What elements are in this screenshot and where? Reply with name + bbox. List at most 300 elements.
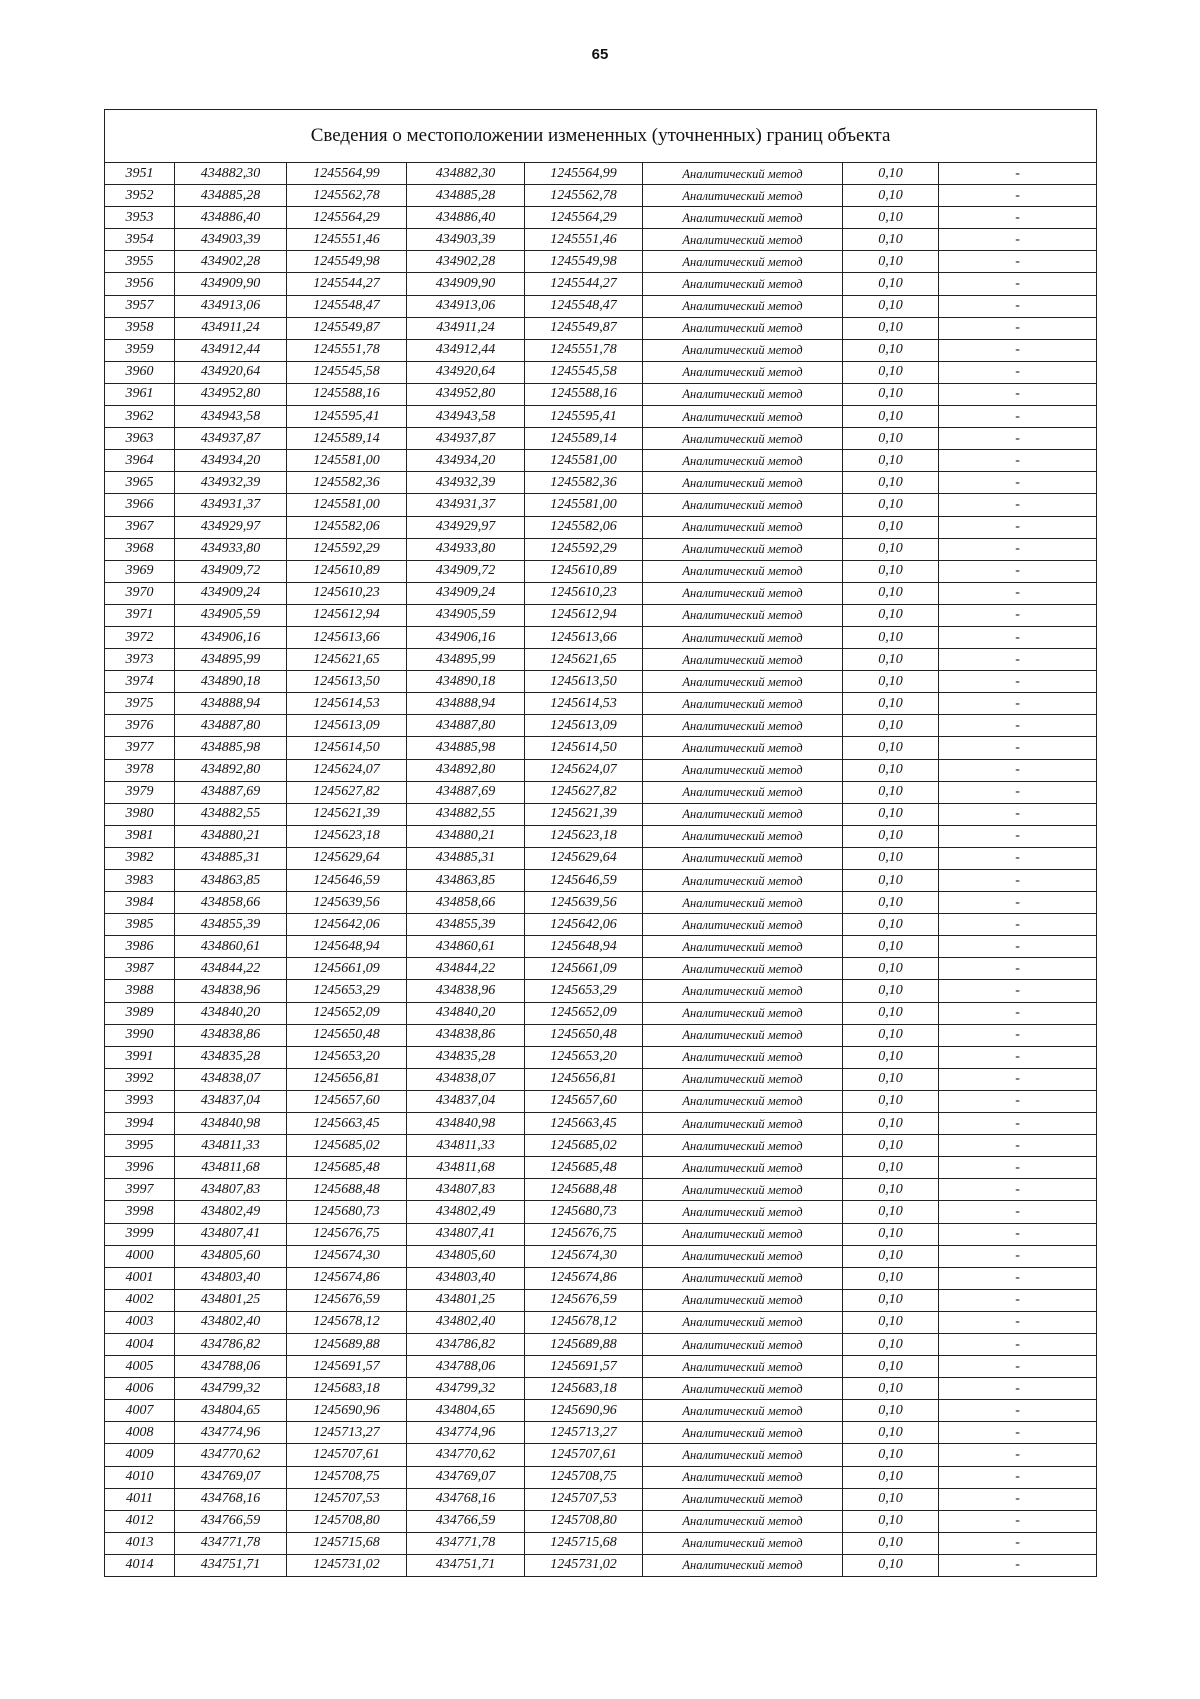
y-specified-cell: 1245588,16 bbox=[525, 383, 643, 405]
x-existing-cell: 434943,58 bbox=[175, 406, 287, 428]
table-row bbox=[105, 693, 1097, 715]
y-specified-cell: 1245621,65 bbox=[525, 649, 643, 671]
y-existing-cell: 1245707,61 bbox=[287, 1444, 407, 1466]
method-cell: Аналитический метод bbox=[643, 1113, 843, 1135]
y-existing-cell: 1245656,81 bbox=[287, 1068, 407, 1090]
method-cell: Аналитический метод bbox=[643, 406, 843, 428]
boundary-table-container bbox=[104, 109, 1096, 1577]
y-specified-cell: 1245683,18 bbox=[525, 1378, 643, 1400]
table-row bbox=[105, 825, 1097, 847]
y-existing-cell: 1245588,16 bbox=[287, 383, 407, 405]
description-cell: - bbox=[939, 737, 1097, 759]
description-cell: - bbox=[939, 560, 1097, 582]
accuracy-cell: 0,10 bbox=[843, 1046, 939, 1068]
accuracy-cell: 0,10 bbox=[843, 1068, 939, 1090]
method-cell: Аналитический метод bbox=[643, 472, 843, 494]
method-cell: Аналитический метод bbox=[643, 1245, 843, 1267]
method-cell: Аналитический метод bbox=[643, 693, 843, 715]
x-existing-cell: 434805,60 bbox=[175, 1245, 287, 1267]
x-specified-cell: 434788,06 bbox=[407, 1356, 525, 1378]
description-cell: - bbox=[939, 1090, 1097, 1112]
accuracy-cell: 0,10 bbox=[843, 781, 939, 803]
description-cell: - bbox=[939, 1378, 1097, 1400]
table-row bbox=[105, 914, 1097, 936]
y-specified-cell: 1245610,23 bbox=[525, 582, 643, 604]
method-cell: Аналитический метод bbox=[643, 671, 843, 693]
x-specified-cell: 434771,78 bbox=[407, 1532, 525, 1554]
y-existing-cell: 1245610,89 bbox=[287, 560, 407, 582]
description-cell: - bbox=[939, 1046, 1097, 1068]
x-specified-cell: 434863,85 bbox=[407, 870, 525, 892]
x-existing-cell: 434840,20 bbox=[175, 1002, 287, 1024]
method-cell: Аналитический метод bbox=[643, 604, 843, 626]
method-cell: Аналитический метод bbox=[643, 980, 843, 1002]
y-specified-cell: 1245592,29 bbox=[525, 538, 643, 560]
y-specified-cell: 1245544,27 bbox=[525, 273, 643, 295]
table-row bbox=[105, 759, 1097, 781]
table-row bbox=[105, 1466, 1097, 1488]
point-number-cell: 3980 bbox=[105, 803, 175, 825]
accuracy-cell: 0,10 bbox=[843, 1554, 939, 1576]
y-existing-cell: 1245657,60 bbox=[287, 1090, 407, 1112]
table-row bbox=[105, 1090, 1097, 1112]
y-specified-cell: 1245581,00 bbox=[525, 450, 643, 472]
accuracy-cell: 0,10 bbox=[843, 273, 939, 295]
point-number-cell: 3954 bbox=[105, 229, 175, 251]
x-existing-cell: 434882,30 bbox=[175, 163, 287, 185]
description-cell: - bbox=[939, 251, 1097, 273]
y-existing-cell: 1245639,56 bbox=[287, 892, 407, 914]
table-row bbox=[105, 361, 1097, 383]
accuracy-cell: 0,10 bbox=[843, 1289, 939, 1311]
y-existing-cell: 1245661,09 bbox=[287, 958, 407, 980]
x-existing-cell: 434835,28 bbox=[175, 1046, 287, 1068]
x-existing-cell: 434932,39 bbox=[175, 472, 287, 494]
y-specified-cell: 1245639,56 bbox=[525, 892, 643, 914]
y-existing-cell: 1245592,29 bbox=[287, 538, 407, 560]
description-cell: - bbox=[939, 1002, 1097, 1024]
accuracy-cell: 0,10 bbox=[843, 803, 939, 825]
accuracy-cell: 0,10 bbox=[843, 450, 939, 472]
accuracy-cell: 0,10 bbox=[843, 295, 939, 317]
x-specified-cell: 434799,32 bbox=[407, 1378, 525, 1400]
method-cell: Аналитический метод bbox=[643, 560, 843, 582]
method-cell: Аналитический метод bbox=[643, 361, 843, 383]
y-existing-cell: 1245581,00 bbox=[287, 494, 407, 516]
description-cell: - bbox=[939, 1223, 1097, 1245]
x-specified-cell: 434768,16 bbox=[407, 1488, 525, 1510]
x-existing-cell: 434860,61 bbox=[175, 936, 287, 958]
x-specified-cell: 434803,40 bbox=[407, 1267, 525, 1289]
x-existing-cell: 434768,16 bbox=[175, 1488, 287, 1510]
y-specified-cell: 1245657,60 bbox=[525, 1090, 643, 1112]
table-row bbox=[105, 781, 1097, 803]
method-cell: Аналитический метод bbox=[643, 936, 843, 958]
table-row bbox=[105, 649, 1097, 671]
point-number-cell: 3992 bbox=[105, 1068, 175, 1090]
x-existing-cell: 434929,97 bbox=[175, 516, 287, 538]
table-row bbox=[105, 1068, 1097, 1090]
table-row bbox=[105, 185, 1097, 207]
x-existing-cell: 434887,80 bbox=[175, 715, 287, 737]
x-specified-cell: 434882,30 bbox=[407, 163, 525, 185]
point-number-cell: 3982 bbox=[105, 847, 175, 869]
y-specified-cell: 1245624,07 bbox=[525, 759, 643, 781]
table-row bbox=[105, 1046, 1097, 1068]
accuracy-cell: 0,10 bbox=[843, 1510, 939, 1532]
method-cell: Аналитический метод bbox=[643, 251, 843, 273]
x-existing-cell: 434886,40 bbox=[175, 207, 287, 229]
table-row bbox=[105, 1333, 1097, 1355]
table-row bbox=[105, 1223, 1097, 1245]
table-row bbox=[105, 1554, 1097, 1576]
y-existing-cell: 1245623,18 bbox=[287, 825, 407, 847]
x-specified-cell: 434913,06 bbox=[407, 295, 525, 317]
table-row bbox=[105, 715, 1097, 737]
method-cell: Аналитический метод bbox=[643, 1179, 843, 1201]
y-existing-cell: 1245663,45 bbox=[287, 1113, 407, 1135]
x-specified-cell: 434807,41 bbox=[407, 1223, 525, 1245]
description-cell: - bbox=[939, 428, 1097, 450]
y-existing-cell: 1245690,96 bbox=[287, 1400, 407, 1422]
table-row bbox=[105, 516, 1097, 538]
y-specified-cell: 1245621,39 bbox=[525, 803, 643, 825]
accuracy-cell: 0,10 bbox=[843, 958, 939, 980]
y-existing-cell: 1245621,65 bbox=[287, 649, 407, 671]
x-specified-cell: 434838,86 bbox=[407, 1024, 525, 1046]
table-row bbox=[105, 1289, 1097, 1311]
x-existing-cell: 434811,33 bbox=[175, 1135, 287, 1157]
description-cell: - bbox=[939, 1068, 1097, 1090]
y-specified-cell: 1245629,64 bbox=[525, 847, 643, 869]
x-specified-cell: 434929,97 bbox=[407, 516, 525, 538]
point-number-cell: 3967 bbox=[105, 516, 175, 538]
table-row bbox=[105, 1201, 1097, 1223]
x-specified-cell: 434903,39 bbox=[407, 229, 525, 251]
y-existing-cell: 1245624,07 bbox=[287, 759, 407, 781]
description-cell: - bbox=[939, 1400, 1097, 1422]
accuracy-cell: 0,10 bbox=[843, 163, 939, 185]
method-cell: Аналитический метод bbox=[643, 538, 843, 560]
y-existing-cell: 1245613,50 bbox=[287, 671, 407, 693]
table-row bbox=[105, 626, 1097, 648]
y-existing-cell: 1245642,06 bbox=[287, 914, 407, 936]
method-cell: Аналитический метод bbox=[643, 1068, 843, 1090]
method-cell: Аналитический метод bbox=[643, 870, 843, 892]
y-specified-cell: 1245707,61 bbox=[525, 1444, 643, 1466]
y-specified-cell: 1245564,99 bbox=[525, 163, 643, 185]
method-cell: Аналитический метод bbox=[643, 737, 843, 759]
y-specified-cell: 1245581,00 bbox=[525, 494, 643, 516]
x-existing-cell: 434885,28 bbox=[175, 185, 287, 207]
description-cell: - bbox=[939, 1422, 1097, 1444]
x-specified-cell: 434932,39 bbox=[407, 472, 525, 494]
description-cell: - bbox=[939, 958, 1097, 980]
x-specified-cell: 434805,60 bbox=[407, 1245, 525, 1267]
description-cell: - bbox=[939, 538, 1097, 560]
y-existing-cell: 1245589,14 bbox=[287, 428, 407, 450]
point-number-cell: 3960 bbox=[105, 361, 175, 383]
accuracy-cell: 0,10 bbox=[843, 1113, 939, 1135]
y-specified-cell: 1245589,14 bbox=[525, 428, 643, 450]
x-specified-cell: 434801,25 bbox=[407, 1289, 525, 1311]
accuracy-cell: 0,10 bbox=[843, 339, 939, 361]
point-number-cell: 4003 bbox=[105, 1311, 175, 1333]
y-existing-cell: 1245713,27 bbox=[287, 1422, 407, 1444]
method-cell: Аналитический метод bbox=[643, 516, 843, 538]
point-number-cell: 3974 bbox=[105, 671, 175, 693]
y-specified-cell: 1245551,78 bbox=[525, 339, 643, 361]
description-cell: - bbox=[939, 1024, 1097, 1046]
point-number-cell: 3994 bbox=[105, 1113, 175, 1135]
x-specified-cell: 434931,37 bbox=[407, 494, 525, 516]
table-row bbox=[105, 1157, 1097, 1179]
point-number-cell: 3964 bbox=[105, 450, 175, 472]
table-row bbox=[105, 1311, 1097, 1333]
point-number-cell: 4002 bbox=[105, 1289, 175, 1311]
y-existing-cell: 1245544,27 bbox=[287, 273, 407, 295]
point-number-cell: 4012 bbox=[105, 1510, 175, 1532]
x-specified-cell: 434880,21 bbox=[407, 825, 525, 847]
x-existing-cell: 434913,06 bbox=[175, 295, 287, 317]
description-cell: - bbox=[939, 494, 1097, 516]
x-existing-cell: 434933,80 bbox=[175, 538, 287, 560]
method-cell: Аналитический метод bbox=[643, 1201, 843, 1223]
y-specified-cell: 1245708,75 bbox=[525, 1466, 643, 1488]
table-row bbox=[105, 1356, 1097, 1378]
method-cell: Аналитический метод bbox=[643, 383, 843, 405]
point-number-cell: 3959 bbox=[105, 339, 175, 361]
x-existing-cell: 434906,16 bbox=[175, 626, 287, 648]
table-row bbox=[105, 958, 1097, 980]
description-cell: - bbox=[939, 383, 1097, 405]
table-row bbox=[105, 803, 1097, 825]
y-existing-cell: 1245564,29 bbox=[287, 207, 407, 229]
x-existing-cell: 434855,39 bbox=[175, 914, 287, 936]
x-existing-cell: 434892,80 bbox=[175, 759, 287, 781]
x-existing-cell: 434863,85 bbox=[175, 870, 287, 892]
table-row bbox=[105, 207, 1097, 229]
point-number-cell: 3966 bbox=[105, 494, 175, 516]
x-existing-cell: 434802,49 bbox=[175, 1201, 287, 1223]
y-existing-cell: 1245612,94 bbox=[287, 604, 407, 626]
method-cell: Аналитический метод bbox=[643, 494, 843, 516]
method-cell: Аналитический метод bbox=[643, 1378, 843, 1400]
description-cell: - bbox=[939, 1466, 1097, 1488]
y-specified-cell: 1245685,02 bbox=[525, 1135, 643, 1157]
y-existing-cell: 1245680,73 bbox=[287, 1201, 407, 1223]
x-existing-cell: 434880,21 bbox=[175, 825, 287, 847]
x-existing-cell: 434890,18 bbox=[175, 671, 287, 693]
method-cell: Аналитический метод bbox=[643, 1422, 843, 1444]
y-existing-cell: 1245650,48 bbox=[287, 1024, 407, 1046]
description-cell: - bbox=[939, 1267, 1097, 1289]
x-existing-cell: 434774,96 bbox=[175, 1422, 287, 1444]
y-specified-cell: 1245551,46 bbox=[525, 229, 643, 251]
point-number-cell: 3973 bbox=[105, 649, 175, 671]
x-existing-cell: 434895,99 bbox=[175, 649, 287, 671]
y-specified-cell: 1245656,81 bbox=[525, 1068, 643, 1090]
x-specified-cell: 434886,40 bbox=[407, 207, 525, 229]
table-row bbox=[105, 1444, 1097, 1466]
y-specified-cell: 1245691,57 bbox=[525, 1356, 643, 1378]
point-number-cell: 3995 bbox=[105, 1135, 175, 1157]
point-number-cell: 3987 bbox=[105, 958, 175, 980]
method-cell: Аналитический метод bbox=[643, 1466, 843, 1488]
y-specified-cell: 1245614,50 bbox=[525, 737, 643, 759]
boundary-table bbox=[104, 109, 1097, 1577]
x-specified-cell: 434887,80 bbox=[407, 715, 525, 737]
accuracy-cell: 0,10 bbox=[843, 185, 939, 207]
x-existing-cell: 434934,20 bbox=[175, 450, 287, 472]
x-specified-cell: 434909,24 bbox=[407, 582, 525, 604]
y-existing-cell: 1245627,82 bbox=[287, 781, 407, 803]
x-existing-cell: 434885,31 bbox=[175, 847, 287, 869]
accuracy-cell: 0,10 bbox=[843, 847, 939, 869]
method-cell: Аналитический метод bbox=[643, 1289, 843, 1311]
x-existing-cell: 434911,24 bbox=[175, 317, 287, 339]
x-existing-cell: 434909,24 bbox=[175, 582, 287, 604]
accuracy-cell: 0,10 bbox=[843, 406, 939, 428]
y-existing-cell: 1245613,09 bbox=[287, 715, 407, 737]
description-cell: - bbox=[939, 1289, 1097, 1311]
y-specified-cell: 1245562,78 bbox=[525, 185, 643, 207]
y-existing-cell: 1245676,59 bbox=[287, 1289, 407, 1311]
x-existing-cell: 434766,59 bbox=[175, 1510, 287, 1532]
description-cell: - bbox=[939, 1245, 1097, 1267]
y-existing-cell: 1245685,48 bbox=[287, 1157, 407, 1179]
x-specified-cell: 434933,80 bbox=[407, 538, 525, 560]
y-specified-cell: 1245652,09 bbox=[525, 1002, 643, 1024]
description-cell: - bbox=[939, 825, 1097, 847]
y-specified-cell: 1245648,94 bbox=[525, 936, 643, 958]
description-cell: - bbox=[939, 781, 1097, 803]
description-cell: - bbox=[939, 163, 1097, 185]
method-cell: Аналитический метод bbox=[643, 958, 843, 980]
method-cell: Аналитический метод bbox=[643, 1223, 843, 1245]
x-existing-cell: 434807,83 bbox=[175, 1179, 287, 1201]
point-number-cell: 3981 bbox=[105, 825, 175, 847]
point-number-cell: 4000 bbox=[105, 1245, 175, 1267]
x-existing-cell: 434909,72 bbox=[175, 560, 287, 582]
point-number-cell: 3990 bbox=[105, 1024, 175, 1046]
point-number-cell: 4011 bbox=[105, 1488, 175, 1510]
y-specified-cell: 1245627,82 bbox=[525, 781, 643, 803]
y-existing-cell: 1245551,46 bbox=[287, 229, 407, 251]
table-row bbox=[105, 339, 1097, 361]
y-existing-cell: 1245674,30 bbox=[287, 1245, 407, 1267]
point-number-cell: 3961 bbox=[105, 383, 175, 405]
y-existing-cell: 1245613,66 bbox=[287, 626, 407, 648]
x-specified-cell: 434807,83 bbox=[407, 1179, 525, 1201]
table-row bbox=[105, 273, 1097, 295]
y-existing-cell: 1245564,99 bbox=[287, 163, 407, 185]
y-existing-cell: 1245545,58 bbox=[287, 361, 407, 383]
y-existing-cell: 1245621,39 bbox=[287, 803, 407, 825]
description-cell: - bbox=[939, 870, 1097, 892]
x-existing-cell: 434786,82 bbox=[175, 1333, 287, 1355]
x-existing-cell: 434838,96 bbox=[175, 980, 287, 1002]
x-existing-cell: 434909,90 bbox=[175, 273, 287, 295]
description-cell: - bbox=[939, 914, 1097, 936]
method-cell: Аналитический метод bbox=[643, 185, 843, 207]
method-cell: Аналитический метод bbox=[643, 1311, 843, 1333]
y-specified-cell: 1245674,86 bbox=[525, 1267, 643, 1289]
point-number-cell: 3984 bbox=[105, 892, 175, 914]
point-number-cell: 4007 bbox=[105, 1400, 175, 1422]
table-row bbox=[105, 1378, 1097, 1400]
method-cell: Аналитический метод bbox=[643, 582, 843, 604]
description-cell: - bbox=[939, 207, 1097, 229]
description-cell: - bbox=[939, 339, 1097, 361]
method-cell: Аналитический метод bbox=[643, 847, 843, 869]
x-specified-cell: 434858,66 bbox=[407, 892, 525, 914]
point-number-cell: 3993 bbox=[105, 1090, 175, 1112]
description-cell: - bbox=[939, 229, 1097, 251]
method-cell: Аналитический метод bbox=[643, 715, 843, 737]
description-cell: - bbox=[939, 1179, 1097, 1201]
accuracy-cell: 0,10 bbox=[843, 1090, 939, 1112]
table-row bbox=[105, 671, 1097, 693]
table-row bbox=[105, 450, 1097, 472]
point-number-cell: 3952 bbox=[105, 185, 175, 207]
table-row bbox=[105, 1267, 1097, 1289]
description-cell: - bbox=[939, 472, 1097, 494]
table-row bbox=[105, 1002, 1097, 1024]
y-existing-cell: 1245678,12 bbox=[287, 1311, 407, 1333]
method-cell: Аналитический метод bbox=[643, 207, 843, 229]
x-specified-cell: 434770,62 bbox=[407, 1444, 525, 1466]
point-number-cell: 3997 bbox=[105, 1179, 175, 1201]
x-specified-cell: 434811,68 bbox=[407, 1157, 525, 1179]
y-specified-cell: 1245678,12 bbox=[525, 1311, 643, 1333]
y-existing-cell: 1245691,57 bbox=[287, 1356, 407, 1378]
accuracy-cell: 0,10 bbox=[843, 1157, 939, 1179]
table-row bbox=[105, 295, 1097, 317]
y-specified-cell: 1245676,75 bbox=[525, 1223, 643, 1245]
table-body bbox=[105, 163, 1097, 1577]
table-row bbox=[105, 1179, 1097, 1201]
x-existing-cell: 434912,44 bbox=[175, 339, 287, 361]
point-number-cell: 3998 bbox=[105, 1201, 175, 1223]
y-existing-cell: 1245708,75 bbox=[287, 1466, 407, 1488]
description-cell: - bbox=[939, 649, 1097, 671]
y-existing-cell: 1245688,48 bbox=[287, 1179, 407, 1201]
x-existing-cell: 434844,22 bbox=[175, 958, 287, 980]
y-existing-cell: 1245676,75 bbox=[287, 1223, 407, 1245]
method-cell: Аналитический метод bbox=[643, 1090, 843, 1112]
x-specified-cell: 434835,28 bbox=[407, 1046, 525, 1068]
x-existing-cell: 434802,40 bbox=[175, 1311, 287, 1333]
x-existing-cell: 434770,62 bbox=[175, 1444, 287, 1466]
accuracy-cell: 0,10 bbox=[843, 1333, 939, 1355]
method-cell: Аналитический метод bbox=[643, 1554, 843, 1576]
x-specified-cell: 434906,16 bbox=[407, 626, 525, 648]
x-specified-cell: 434840,20 bbox=[407, 1002, 525, 1024]
point-number-cell: 3979 bbox=[105, 781, 175, 803]
x-existing-cell: 434751,71 bbox=[175, 1554, 287, 1576]
x-existing-cell: 434838,86 bbox=[175, 1024, 287, 1046]
x-existing-cell: 434931,37 bbox=[175, 494, 287, 516]
y-existing-cell: 1245549,87 bbox=[287, 317, 407, 339]
x-specified-cell: 434885,31 bbox=[407, 847, 525, 869]
table-row bbox=[105, 1113, 1097, 1135]
description-cell: - bbox=[939, 936, 1097, 958]
table-row bbox=[105, 428, 1097, 450]
x-existing-cell: 434902,28 bbox=[175, 251, 287, 273]
accuracy-cell: 0,10 bbox=[843, 1422, 939, 1444]
x-existing-cell: 434788,06 bbox=[175, 1356, 287, 1378]
